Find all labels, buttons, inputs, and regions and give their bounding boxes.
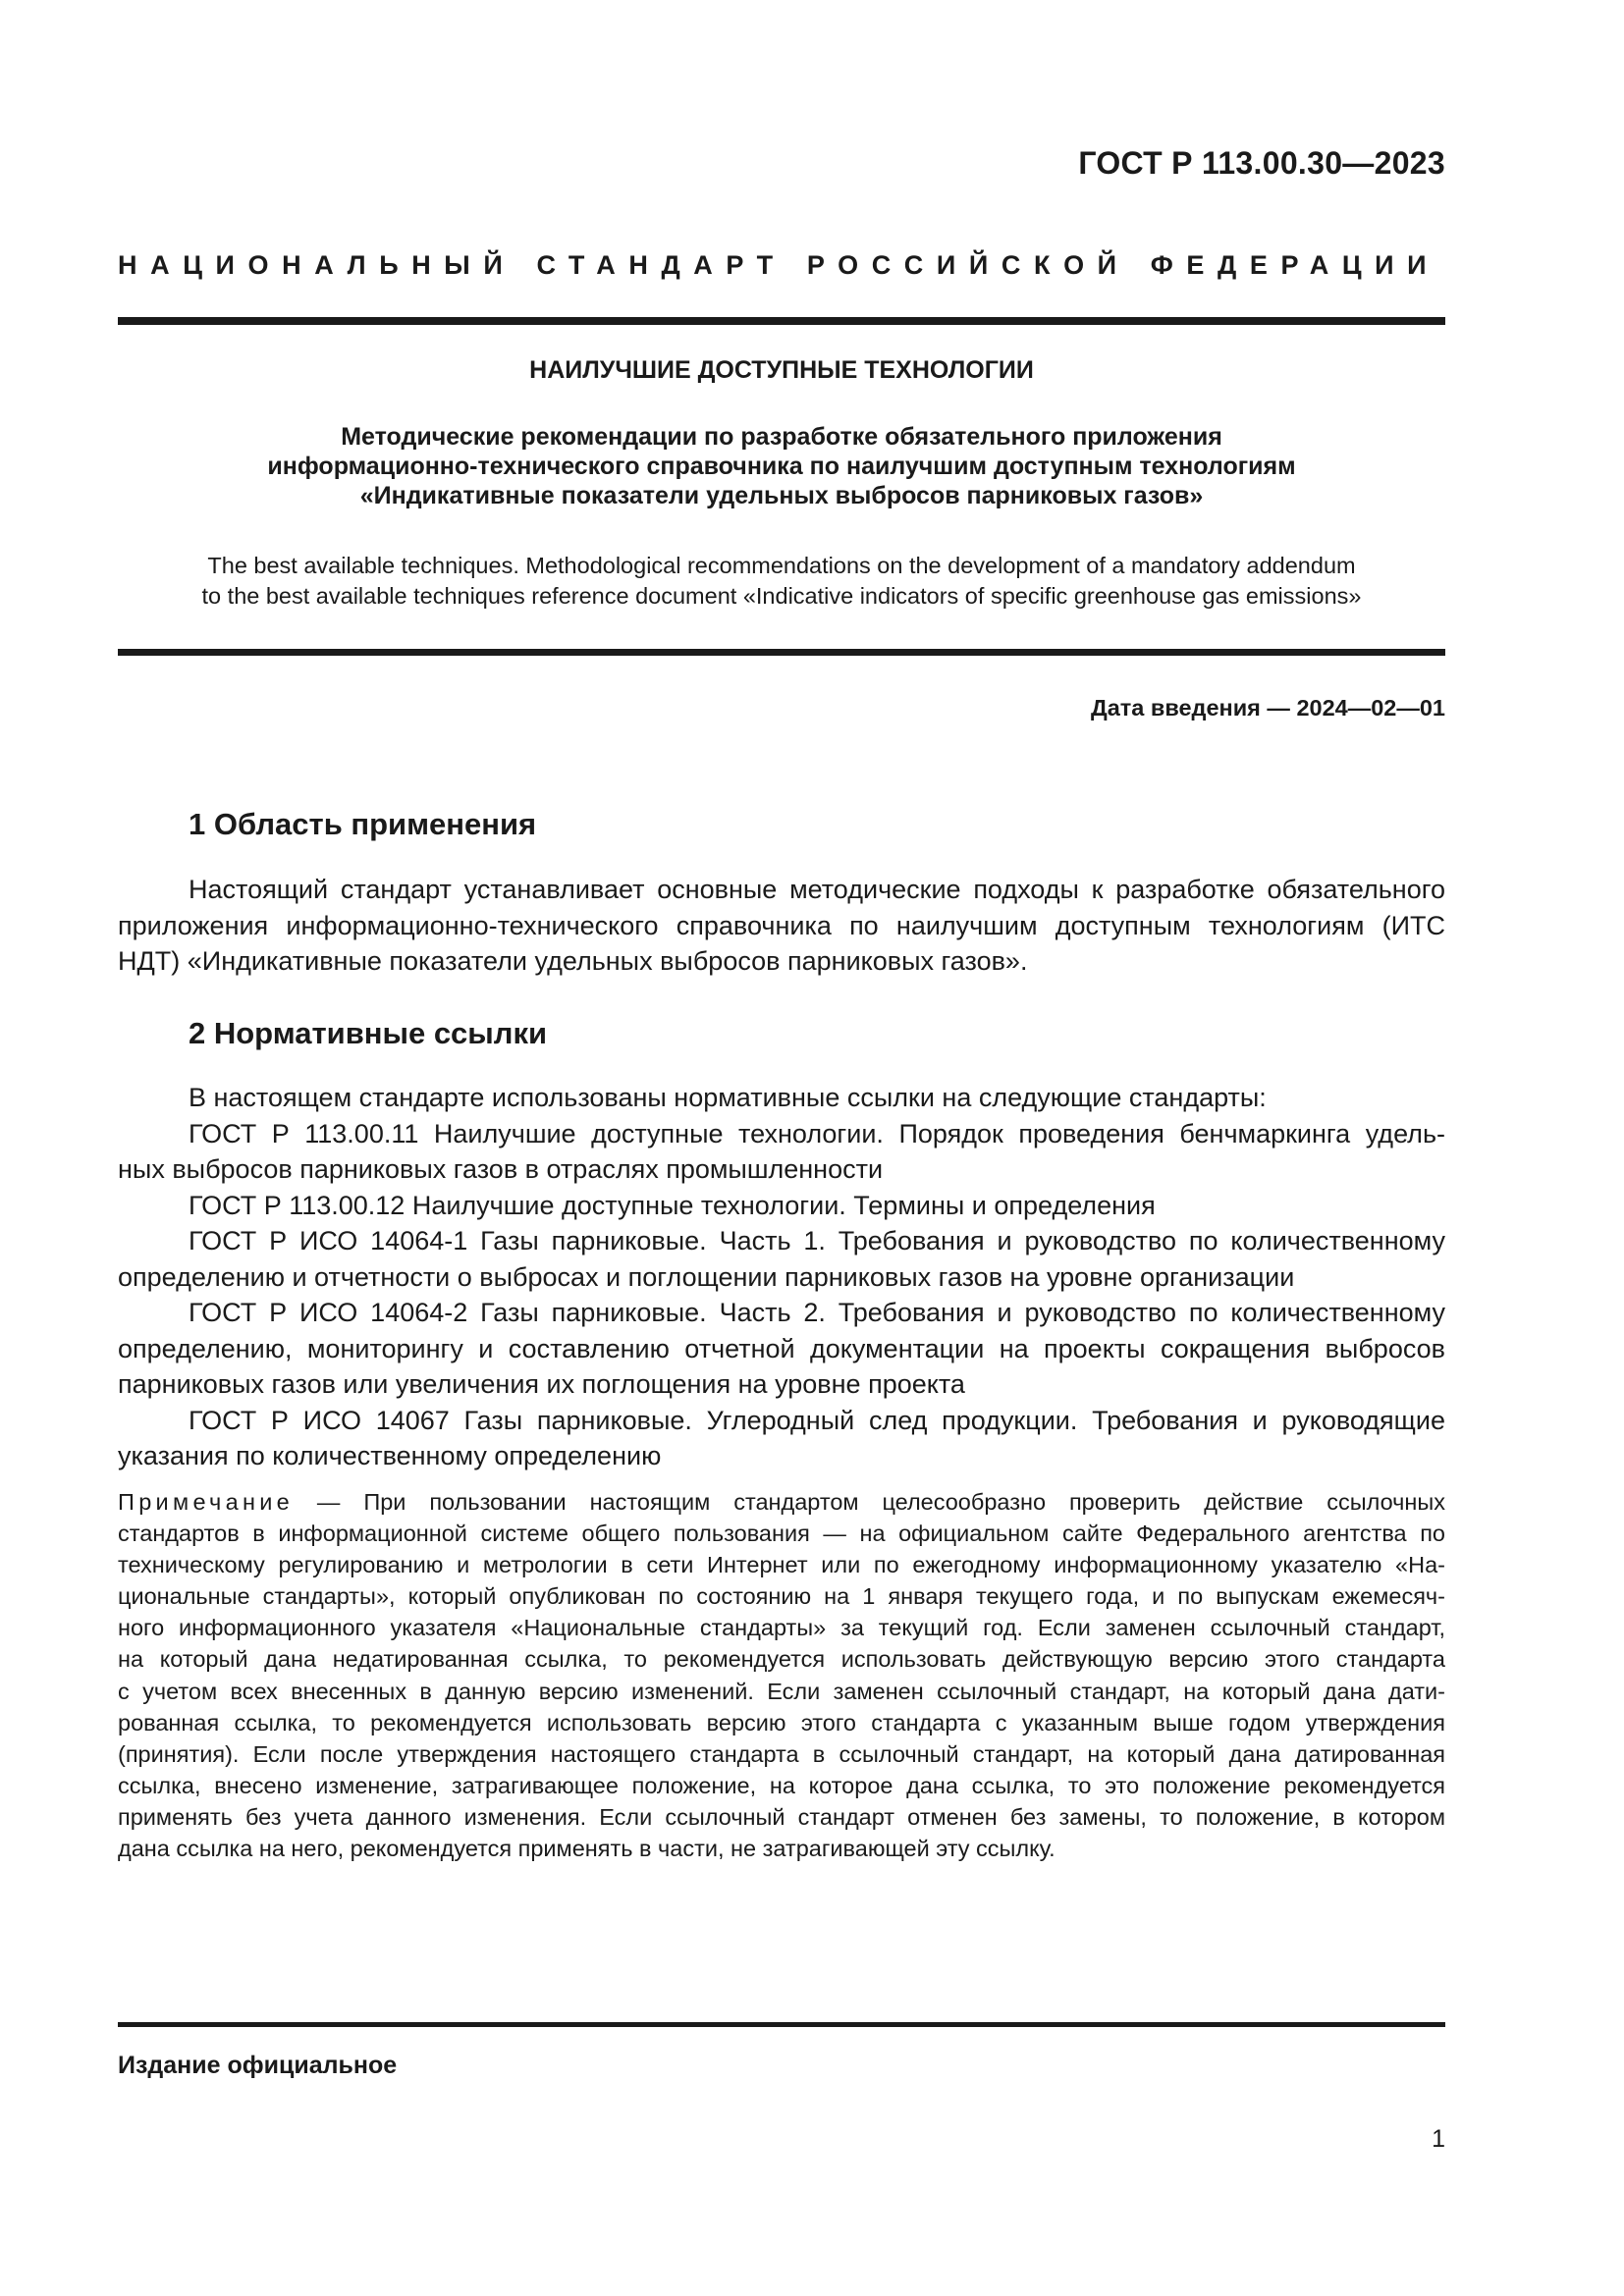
official-edition-label: Издание официальное <box>118 2052 398 2079</box>
paragraph-line: приложения информационно-технического справочника по наилучшим доступным технологиям (ИТС <box>118 910 1445 940</box>
reference-line: определению, мониторингу и составлению отчетной документации на проекты сокращения выбросов <box>118 1333 1445 1363</box>
section-body-references <box>118 1080 1445 1474</box>
reference-line: указания по количественному определению <box>118 1441 662 1470</box>
note-line: применять без учета данного изменения. Если ссылочный стандарт отменен без замены, то положение, в котором <box>118 1803 1445 1830</box>
document-page <box>118 0 1445 2296</box>
national-standard-banner: НАЦИОНАЛЬНЫЙ СТАНДАРТ РОССИЙСКОЙ ФЕДЕРАЦИИ <box>118 250 1440 280</box>
note-line: (принятия). Если после утверждения настоящего стандарта в ссылочный стандарт, на который дана датированная <box>118 1740 1445 1767</box>
reference-line: ных выбросов парниковых газов в отраслях промышленности <box>118 1154 884 1184</box>
reference-line: определению и отчетности о выбросах и поглощении парниковых газов на уровне организации <box>118 1261 1295 1292</box>
reference-line: парниковых газов или увеличения их поглощения на уровне проекта <box>118 1369 965 1399</box>
note-line: ного информационного указателя «Национальные стандарты» за текущий год. Если заменен ссылочный стандарт, <box>118 1615 1445 1641</box>
note-block <box>118 1486 1445 1864</box>
note-text: — При пользовании настоящим стандартом целесообразно проверить действие ссылочных <box>294 1489 1445 1515</box>
main-title: НАИЛУЧШИЕ ДОСТУПНЫЕ ТЕХНОЛОГИИ <box>529 356 1034 384</box>
subtitle-line: «Индикативные показатели удельных выбросов парниковых газов» <box>359 482 1204 509</box>
note-line: техническому регулированию и метрологии в сети Интернет или по ежегодному информационному указателю «На- <box>118 1552 1445 1578</box>
subtitle-line: информационно-технического справочника по наилучшим доступным технологиям <box>267 453 1296 480</box>
footer-divider <box>118 2022 1445 2027</box>
note-line: стандартов в информационной системе общего пользования — на официальном сайте Федерального агентства по <box>118 1521 1445 1547</box>
note-line: циональные стандарты», который опубликован по состоянию на 1 января текущего года, и по выпускам ежемесяч- <box>118 1583 1445 1610</box>
section-body-scope <box>118 872 1445 980</box>
reference-line: ГОСТ Р 113.00.11 Наилучшие доступные технологии. Порядок проведения бенчмаркинга удель- <box>189 1118 1445 1148</box>
page-number: 1 <box>1432 2125 1445 2153</box>
english-title-line: to the best available techniques reference document «Indicative indicators of specific greenhouse gas emissions» <box>201 583 1362 609</box>
paragraph-line: В настоящем стандарте использованы нормативные ссылки на следующие стандарты: <box>189 1083 1267 1112</box>
note-first-line <box>118 1486 1445 1518</box>
reference-line: ГОСТ Р ИСО 14064-2 Газы парниковые. Часть 2. Требования и руководство по количественному <box>189 1298 1445 1327</box>
reference-line: ГОСТ Р ИСО 14067 Газы парниковые. Углеродный след продукции. Требования и руководящие <box>189 1405 1445 1435</box>
introduction-date: Дата введения — 2024—02—01 <box>1090 695 1445 721</box>
document-number: ГОСТ Р 113.00.30—2023 <box>1078 145 1445 181</box>
section-heading-references: 2 Нормативные ссылки <box>189 1016 548 1050</box>
top-divider <box>118 317 1445 325</box>
note-line: рованная ссылка, то рекомендуется использовать версию этого стандарта с указанным выше годом утверждения <box>118 1709 1445 1735</box>
subtitle-line: Методические рекомендации по разработке обязательного приложения <box>341 423 1222 451</box>
english-title <box>118 551 1445 612</box>
english-title-line: The best available techniques. Methodological recommendations on the development of a mandatory addendum <box>207 553 1356 578</box>
title-divider <box>118 649 1445 656</box>
note-line: ссылка, внесено изменение, затрагивающее положение, на которое дана ссылка, то это положение рекомендуется <box>118 1772 1445 1798</box>
section-heading-scope: 1 Область применения <box>189 807 537 841</box>
note-line: с учетом всех внесенных в данную версию изменений. Если заменен ссылочный стандарт, на который дана дати- <box>118 1678 1445 1704</box>
paragraph-line: Настоящий стандарт устанавливает основные методические подходы к разработке обязательного <box>189 875 1445 904</box>
note-line: на который дана недатированная ссылка, то рекомендуется использовать действующую версию этого стандарта <box>118 1646 1445 1673</box>
subtitle <box>118 422 1445 510</box>
note-label: Примечание <box>118 1489 295 1515</box>
reference-line: ГОСТ Р ИСО 14064-1 Газы парниковые. Часть 1. Требования и руководство по количественному <box>189 1226 1445 1255</box>
paragraph-line: НДТ) «Индикативные показатели удельных выбросов парниковых газов». <box>118 946 1028 976</box>
reference-line: ГОСТ Р 113.00.12 Наилучшие доступные технологии. Термины и определения <box>189 1190 1156 1220</box>
note-line: дана ссылка на него, рекомендуется применять в части, не затрагивающей эту ссылку. <box>118 1836 1056 1862</box>
